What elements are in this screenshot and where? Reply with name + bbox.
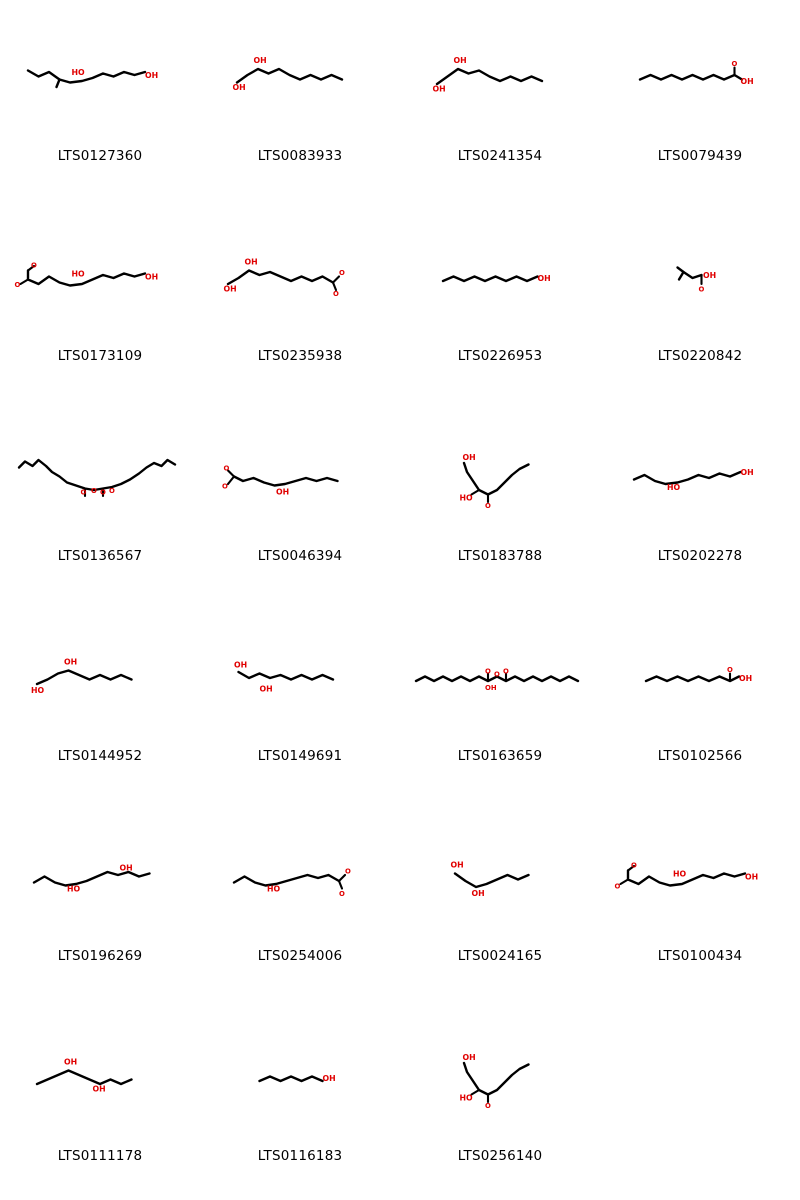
molecule-structure-LTS0256140: [400, 1018, 600, 1138]
molecule-cell: [0, 0, 200, 200]
svg-text:OH: OH: [432, 84, 446, 94]
molecule-id-label: LTS0220842: [657, 348, 743, 364]
svg-text:OH: OH: [462, 1053, 476, 1062]
svg-text:OH: OH: [232, 83, 246, 92]
svg-text:O: O: [100, 488, 106, 497]
svg-text:HO: HO: [67, 884, 81, 894]
svg-text:OH: OH: [234, 660, 248, 670]
molecule-structure-LTS0220842: [600, 218, 800, 338]
molecule-structure-LTS0102566: [600, 618, 800, 738]
molecule-id-label: LTS0196269: [57, 948, 143, 964]
svg-text:HO: HO: [673, 869, 687, 879]
svg-text:O: O: [485, 1102, 491, 1110]
molecule-structure-LTS0173109: [0, 218, 200, 338]
svg-text:OH: OH: [244, 257, 258, 267]
svg-text:OH: OH: [259, 684, 273, 694]
svg-text:O: O: [727, 666, 733, 674]
molecule-cell: [0, 200, 200, 400]
svg-text:O: O: [80, 488, 87, 497]
molecule-id-label: LTS0046394: [257, 548, 343, 564]
molecule-id-label: LTS0149691: [257, 748, 343, 764]
svg-text:O: O: [631, 861, 637, 870]
molecule-structure-LTS0183788: [400, 418, 600, 538]
molecule-cell-empty: [600, 1000, 800, 1200]
molecule-cell: [200, 600, 400, 800]
molecule-id-label: LTS0163659: [457, 748, 543, 764]
molecule-structure-LTS0079439: [600, 18, 800, 138]
svg-text:O: O: [109, 487, 115, 495]
molecule-id-label: LTS0136567: [57, 548, 143, 564]
molecule-structure-LTS0111178: [0, 1018, 200, 1138]
molecule-cell: [400, 0, 600, 200]
molecule-cell: [400, 600, 600, 800]
molecule-cell: [200, 1000, 400, 1200]
svg-text:O: O: [698, 285, 705, 294]
svg-text:OH: OH: [276, 487, 290, 497]
molecule-structure-LTS0149691: [200, 618, 400, 738]
svg-text:OH: OH: [64, 657, 78, 667]
molecule-id-label: LTS0083933: [257, 148, 343, 164]
molecule-id-label: LTS0226953: [457, 348, 543, 364]
molecule-cell: [400, 400, 600, 600]
svg-text:OH: OH: [740, 468, 754, 477]
svg-text:O: O: [485, 667, 491, 676]
molecule-id-label: LTS0235938: [257, 348, 343, 364]
svg-text:O: O: [345, 867, 351, 876]
svg-text:OH: OH: [703, 271, 717, 280]
svg-text:HO: HO: [267, 884, 281, 894]
svg-text:OH: OH: [471, 889, 485, 898]
svg-text:OH: OH: [145, 272, 159, 282]
molecule-structure-LTS0100434: [600, 818, 800, 938]
molecule-id-label: LTS0116183: [257, 1148, 343, 1164]
molecule-cell: [400, 800, 600, 1000]
molecule-structure-LTS0241354: [400, 18, 600, 138]
molecule-cell: [0, 800, 200, 1000]
svg-text:HO: HO: [459, 493, 473, 503]
molecule-cell: [600, 600, 800, 800]
molecule-cell: [0, 400, 200, 600]
molecule-structure-LTS0163659: [400, 618, 600, 738]
svg-text:OH: OH: [453, 56, 467, 65]
svg-text:O: O: [222, 482, 228, 491]
svg-text:HO: HO: [31, 686, 45, 695]
molecule-cell: [0, 600, 200, 800]
molecule-structure-LTS0235938: [200, 218, 400, 338]
molecule-id-label: LTS0127360: [57, 148, 143, 164]
molecule-id-label: LTS0079439: [657, 148, 743, 164]
svg-text:O: O: [731, 60, 738, 68]
svg-text:O: O: [14, 281, 21, 289]
svg-text:OH: OH: [462, 453, 476, 462]
molecule-id-label: LTS0024165: [457, 948, 543, 964]
molecule-cell: [0, 1000, 200, 1200]
svg-text:HO: HO: [71, 68, 85, 77]
svg-text:HO: HO: [71, 269, 85, 279]
molecule-id-label: LTS0202278: [657, 548, 743, 564]
molecule-cell: [600, 800, 800, 1000]
molecule-id-label: LTS0111178: [57, 1148, 143, 1164]
molecule-structure-LTS0127360: [0, 18, 200, 138]
molecule-structure-LTS0116183: [200, 1018, 400, 1138]
svg-text:HO: HO: [459, 1093, 473, 1103]
svg-text:O: O: [31, 261, 37, 270]
molecule-structure-LTS0202278: [600, 418, 800, 538]
svg-text:O: O: [339, 890, 345, 898]
svg-text:O: O: [339, 269, 345, 277]
molecule-cell: [400, 200, 600, 400]
molecule-id-label: LTS0100434: [657, 948, 743, 964]
svg-text:O: O: [614, 882, 621, 891]
molecule-structure-LTS0136567: [0, 418, 200, 538]
svg-text:HO: HO: [667, 483, 681, 492]
svg-text:OH: OH: [145, 71, 159, 80]
molecule-cell: [200, 200, 400, 400]
molecule-structure-LTS0024165: [400, 818, 600, 938]
molecule-structure-LTS0196269: [0, 818, 200, 938]
molecule-cell: [600, 400, 800, 600]
molecule-cell: [600, 200, 800, 400]
svg-text:OH: OH: [450, 860, 464, 870]
svg-text:OH: OH: [740, 77, 754, 86]
svg-text:O: O: [333, 290, 339, 298]
svg-text:O: O: [91, 487, 97, 495]
molecule-structure-LTS0144952: [0, 618, 200, 738]
molecule-id-label: LTS0183788: [457, 548, 543, 564]
molecule-cell: [400, 1000, 600, 1200]
molecule-id-label: LTS0256140: [457, 1148, 543, 1164]
molecule-id-label: LTS0254006: [257, 948, 343, 964]
molecule-cell: [200, 0, 400, 200]
svg-text:O: O: [503, 667, 509, 676]
svg-text:O: O: [223, 464, 230, 473]
svg-text:OH: OH: [322, 1074, 336, 1083]
svg-text:OH: OH: [92, 1084, 106, 1094]
molecule-cell: [600, 0, 800, 200]
svg-text:O: O: [494, 670, 500, 679]
molecule-cell: [200, 800, 400, 1000]
molecule-structure-LTS0226953: [400, 218, 600, 338]
molecule-id-label: LTS0102566: [657, 748, 743, 764]
svg-text:O: O: [485, 502, 491, 510]
molecule-structure-LTS0254006: [200, 818, 400, 938]
svg-text:OH: OH: [739, 674, 753, 683]
molecule-cell: [200, 400, 400, 600]
svg-text:OH: OH: [253, 56, 267, 65]
svg-text:OH: OH: [64, 1057, 78, 1067]
molecule-id-label: LTS0144952: [57, 748, 143, 764]
molecule-structure-LTS0083933: [200, 18, 400, 138]
svg-text:OH: OH: [119, 863, 133, 873]
molecule-structure-LTS0046394: [200, 418, 400, 538]
molecule-id-label: LTS0173109: [57, 348, 143, 364]
molecule-id-label: LTS0241354: [457, 148, 543, 164]
svg-text:OH: OH: [485, 684, 497, 692]
svg-text:OH: OH: [223, 284, 237, 294]
svg-text:OH: OH: [537, 274, 551, 283]
svg-text:OH: OH: [745, 872, 759, 882]
